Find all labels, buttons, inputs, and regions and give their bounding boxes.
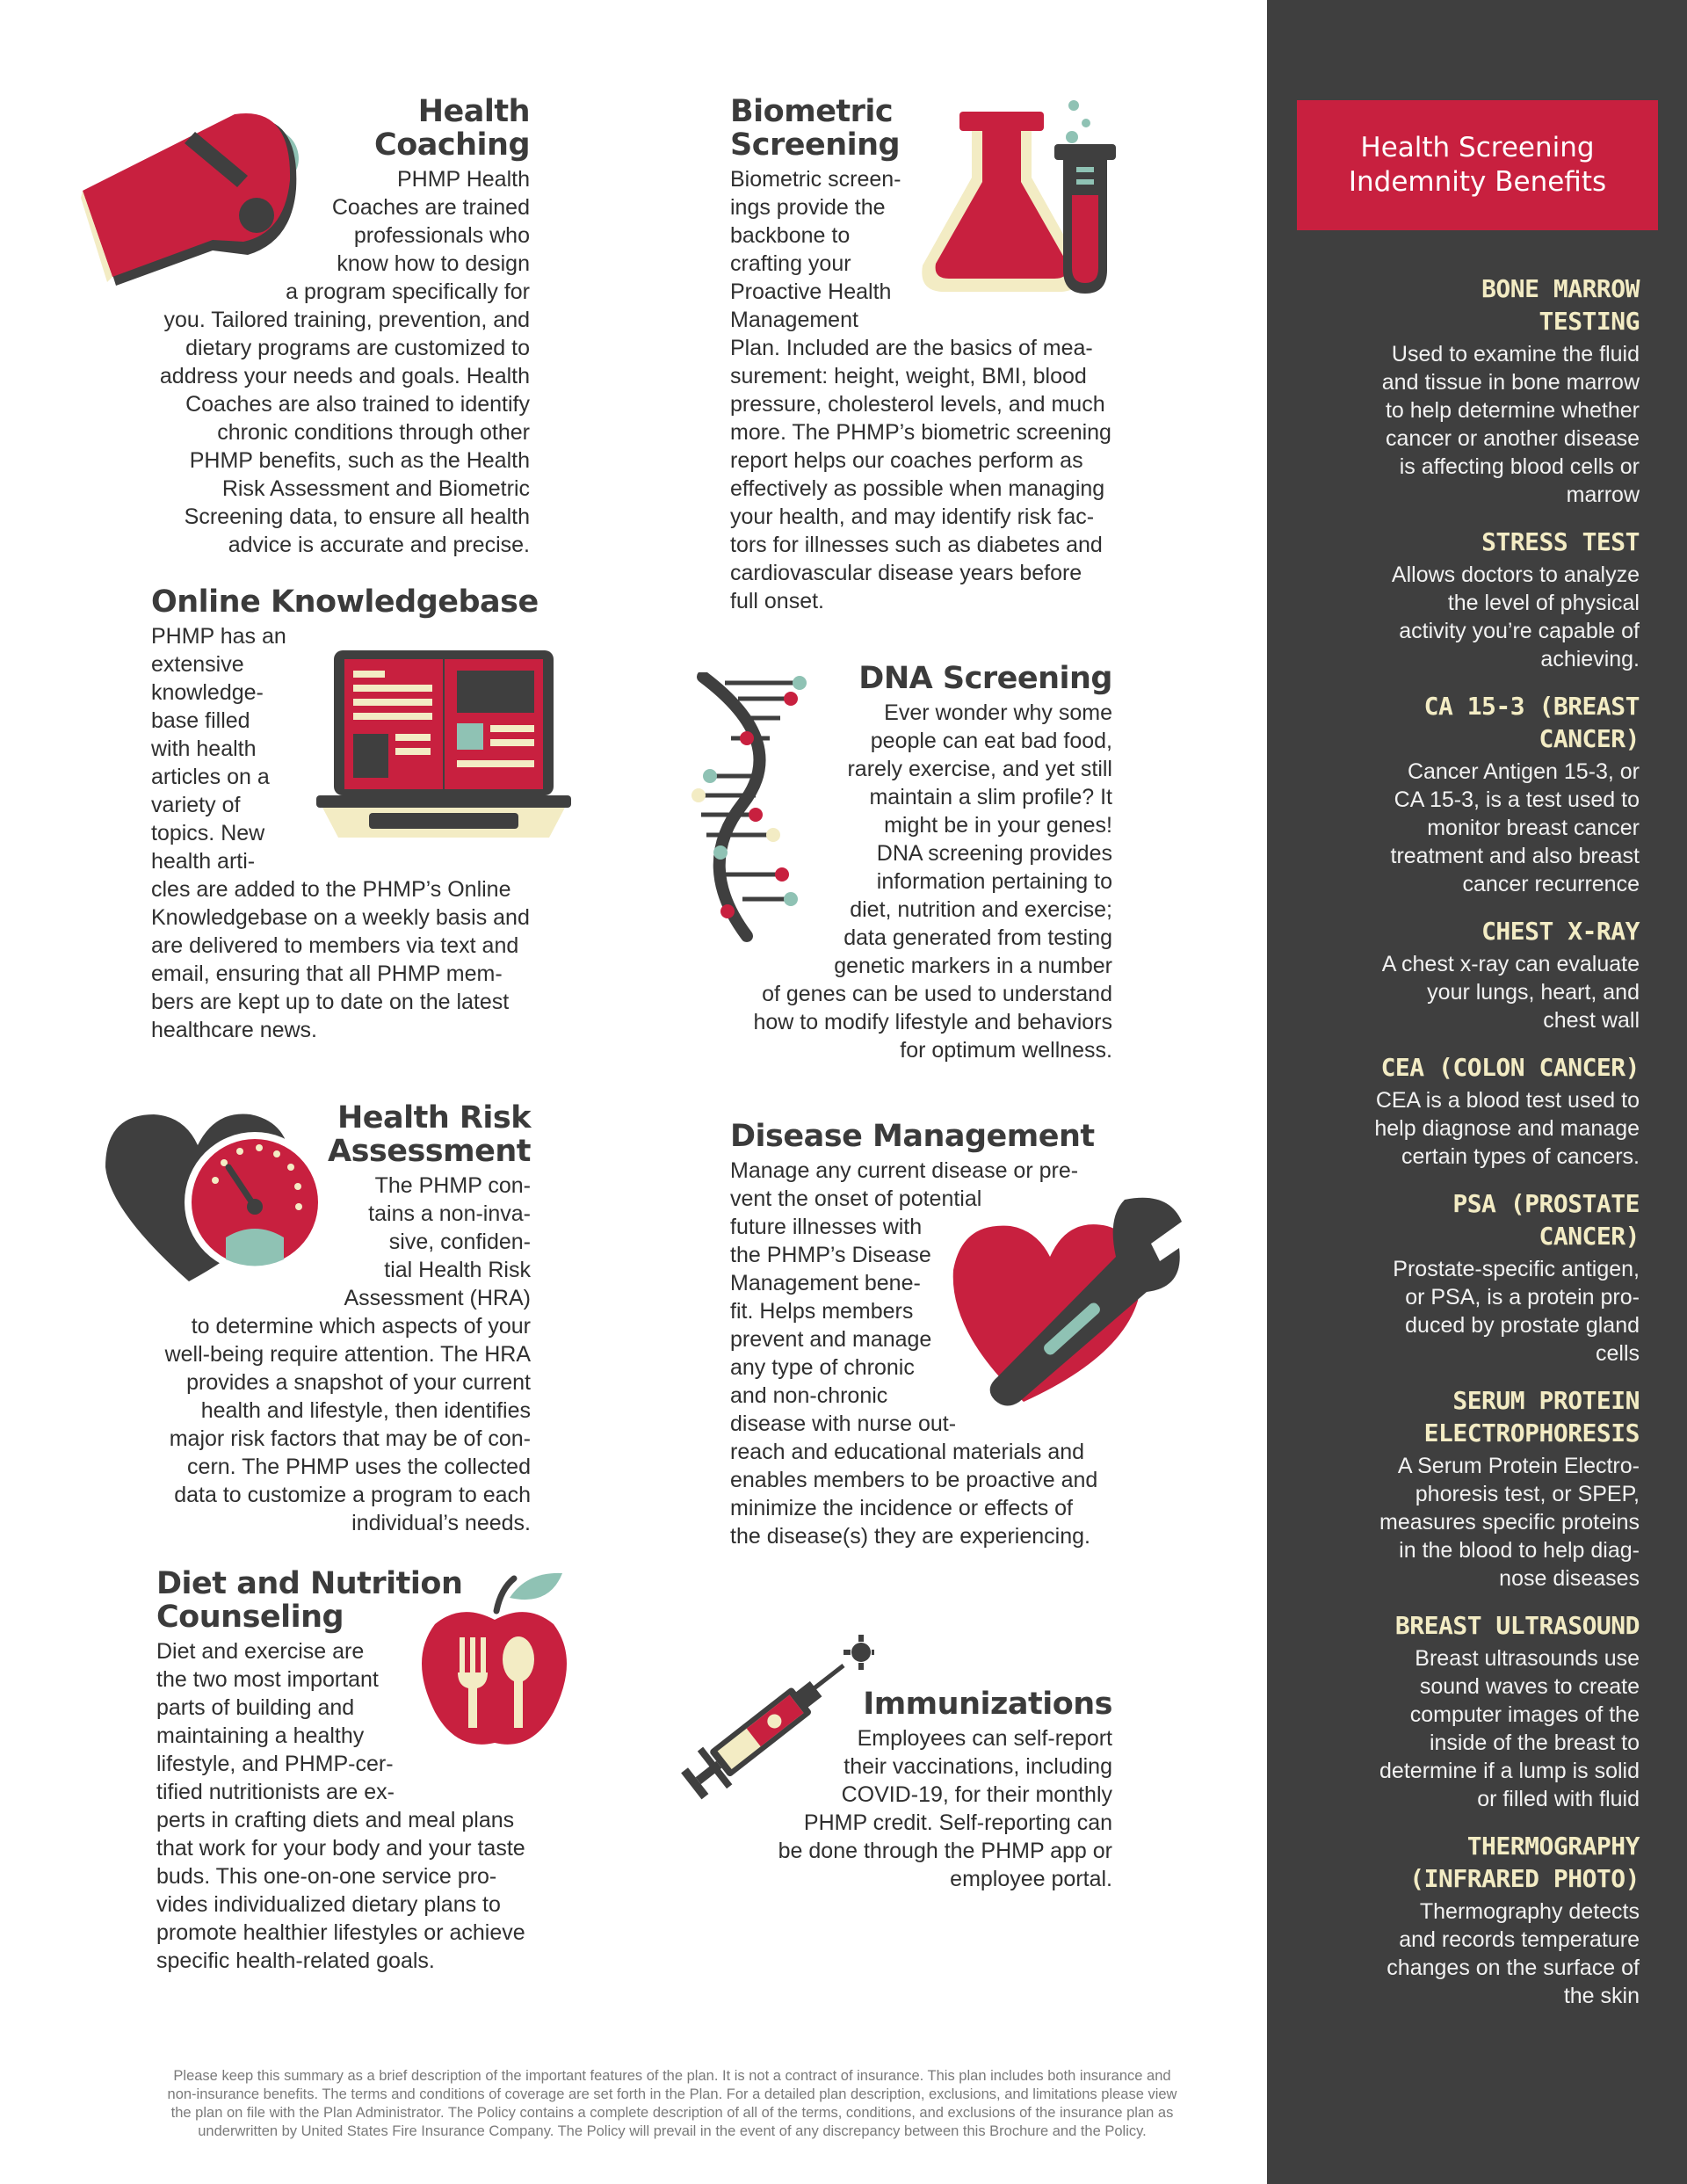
- benefit-item: [1293, 1051, 1640, 1171]
- benefits-sidebar: [1267, 0, 1687, 2184]
- benefit-item: [1293, 915, 1640, 1034]
- benefit-item: [1293, 1609, 1640, 1813]
- benefit-item: [1293, 1384, 1640, 1593]
- health-coaching-section: [141, 95, 530, 559]
- health-risk-assessment-body: The PHMP con- tains a non-inva- sive, confiden- tial Health Risk Assessment (HRA) to determine which aspects of your well-being require attention. The HRA provides a snapshot of your current health and lifestyle, then identifies major risk factors that may be of con- cern. The PHMP uses the collected data to customize a program to each individual’s needs.: [164, 1173, 531, 1535]
- immunizations-section: [738, 1687, 1112, 1893]
- benefit-description: A chest x-ray can evaluate your lungs, heart, and chest wall: [1381, 952, 1640, 1033]
- benefit-description: Breast ultrasounds use sound waves to create computer images of the inside of the breast to determine if a lump is solid or filled with fluid: [1379, 1646, 1640, 1811]
- benefit-title: BONE MARROW TESTING: [1481, 274, 1640, 336]
- benefit-description: A Serum Protein Electro- phoresis test, or SPEP, measures specific proteins in the blood to help diag- nose diseases: [1379, 1454, 1640, 1591]
- benefit-title: CEA (COLON CANCER): [1380, 1053, 1640, 1082]
- biometric-screening-body: Biometric screen- ings provide the backbone to crafting your Proactive Health Management Plan. Included are the basics of mea- surement: height, weight, BMI, blood pressure, cholesterol levels, and much more. The PHMP’s biometric screening report helps our coaches perform as effectively as possible when managing your health, and may identify risk fac- tors for illnesses such as diabetes and cardiovascular disease years before full onset.: [730, 167, 1111, 613]
- health-coaching-body: PHMP Health Coaches are trained professionals who know how to design a program specifically for you. Tailored training, prevention, and dietary programs are customized to address your needs and goals. Health Coaches are also trained to identify chronic conditions through other PHMP benefits, such as the Health Risk Assessment and Biometric Screening data, to ensure all health advice is accurate and precise.: [159, 167, 530, 557]
- disease-management-body: Manage any current disease or pre- vent the onset of potential future illnesses with the PHMP’s Disease Management bene- fit. Helps members prevent and manage any type of chronic and non-chronic disease with nurse out- reach and educational materials and enables members to be proactive and minimize the incidence or effects of the disease(s) they are experiencing.: [730, 1158, 1098, 1549]
- immunizations-body: Employees can self-report their vaccinations, including COVID-19, for their monthly PHMP credit. Self-reporting can be done through the PHMP app or employee portal.: [778, 1726, 1112, 1891]
- benefit-description: Thermography detects and records temperature changes on the surface of the skin: [1387, 1899, 1640, 2008]
- benefits-list: [1293, 272, 1640, 2027]
- health-coaching-title: Health Coaching: [374, 94, 530, 163]
- health-risk-assessment-title: Health Risk Assessment: [327, 1100, 531, 1169]
- benefit-item: [1293, 690, 1640, 898]
- health-risk-assessment-section: [141, 1101, 531, 1537]
- biometric-screening-section: [730, 95, 1126, 615]
- benefit-title: PSA (PROSTATE CANCER): [1452, 1189, 1640, 1251]
- dna-screening-body: Ever wonder why some people can eat bad food, rarely exercise, and yet still maintain a slim profile? It might be in your genes! DNA screening provides information pertaining to diet, nutrition and exercise; data generated from testing genetic markers in a number of genes can be used to understand how to modify lifestyle and behaviors for optimum wellness.: [753, 700, 1112, 1063]
- dna-screening-title: DNA Screening: [858, 661, 1112, 696]
- immunizations-title: Immunizations: [863, 1687, 1112, 1722]
- dna-screening-section: [729, 662, 1112, 1064]
- benefit-item: [1293, 1830, 1640, 2010]
- online-knowledgebase-body: PHMP has an extensive knowledge- base filled with health articles on a variety of topics. New health arti- cles are added to the PHMP’s Online Knowledgebase on a weekly basis and are delivered to members via text and email, ensuring that all PHMP mem- bers are kept up to date on the latest healthcare news.: [151, 624, 530, 1042]
- diet-nutrition-body: Diet and exercise are the two most important parts of building and maintaining a healthy lifestyle, and PHMP-cer- tified nutritionists are ex- perts in crafting diets and meal plans that work for your body and your taste buds. This one-on-one service pro- vides individualized dietary plans to promote healthier lifestyles or achieve specific health-related goals.: [156, 1639, 525, 1973]
- benefit-item: [1293, 1187, 1640, 1368]
- benefit-title: CA 15-3 (BREAST CANCER): [1423, 692, 1640, 753]
- diet-nutrition-title: Diet and Nutrition Counseling: [156, 1566, 463, 1635]
- benefit-description: Prostate-specific antigen, or PSA, is a protein pro- duced by prostate gland cells: [1393, 1257, 1640, 1366]
- benefit-item: [1293, 526, 1640, 673]
- sidebar-header: Health Screening Indemnity Benefits: [1297, 100, 1658, 230]
- benefit-item: [1293, 272, 1640, 509]
- biometric-screening-title: Biometric Screening: [730, 94, 901, 163]
- benefit-description: Cancer Antigen 15-3, or CA 15-3, is a test used to monitor breast cancer treatment and also breast cancer recurrence: [1390, 759, 1640, 896]
- online-knowledgebase-title: Online Knowledgebase: [151, 584, 539, 620]
- benefit-title: SERUM PROTEIN ELECTROPHORESIS: [1423, 1386, 1640, 1448]
- benefit-description: Allows doctors to analyze the level of physical activity you’re capable of achieving.: [1391, 562, 1640, 671]
- benefit-description: Used to examine the fluid and tissue in bone marrow to help determine whether cancer or another disease is affecting blood cells or marrow: [1381, 342, 1640, 507]
- benefit-title: THERMOGRAPHY (INFRARED PHOTO): [1409, 1832, 1640, 1893]
- disease-management-section: [730, 1120, 1126, 1550]
- online-knowledgebase-section: [151, 585, 555, 1044]
- disclaimer: Please keep this summary as a brief description of the important features of the plan. It is not a contract of insurance. This plan includes both insurance and non-insurance benefits. The terms and conditions of coverage are set forth in the Plan. For a detailed plan description, exclusions, and limitations please view the plan on file with the Plan Administrator. The Policy contains a complete description of all of the terms, conditions, and exclusions of the insurance plan as underwritten by United States Fire Insurance Company. The Policy will prevail in the event of any discrepancy between this Brochure and the Policy.: [167, 2068, 1177, 2139]
- benefit-title: BREAST ULTRASOUND: [1394, 1611, 1640, 1640]
- diet-nutrition-section: [156, 1567, 561, 1975]
- benefit-title: CHEST X-RAY: [1481, 917, 1640, 946]
- benefit-description: CEA is a blood test used to help diagnose and manage certain types of cancers.: [1374, 1088, 1640, 1169]
- benefit-title: STRESS TEST: [1481, 527, 1640, 556]
- disease-management-title: Disease Management: [730, 1119, 1095, 1154]
